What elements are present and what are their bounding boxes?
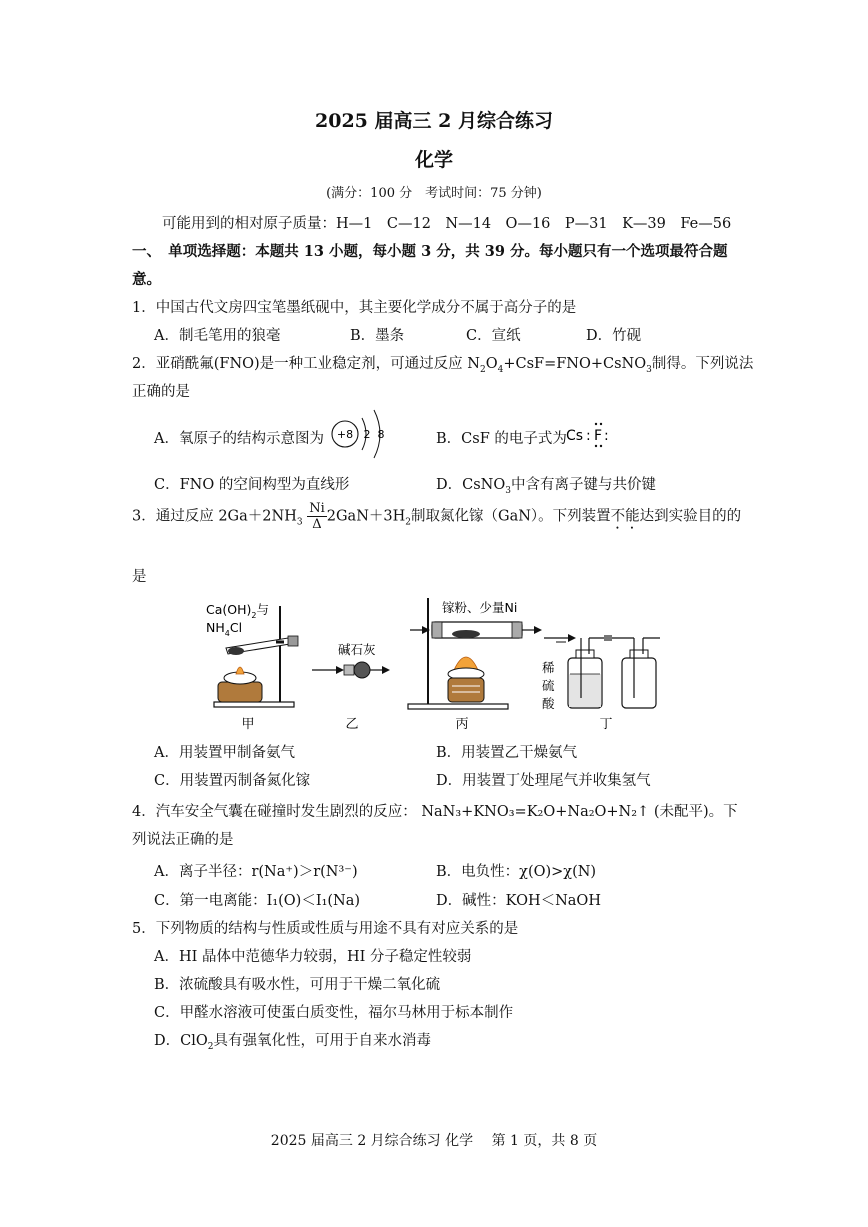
caption-ding: 丁 — [599, 717, 613, 732]
q2-option-d: D．CsNO$_3$中含有离子键与共价键 — [436, 477, 656, 496]
q4-option-b: B．电负性：χ(O)>χ(N) — [436, 864, 597, 880]
section-heading-cont: 意。 — [132, 271, 161, 288]
caption-yi: 乙 — [345, 717, 359, 732]
svg-text:镓粉、少量Ni: 镓粉、少量Ni — [442, 600, 518, 615]
q1-option-c: C．宣纸 — [466, 328, 521, 344]
q1-option-b: B．墨条 — [350, 328, 405, 344]
q5-option-c: C．甲醛水溶液可使蛋白质变性，福尔马林用于标本制作 — [154, 1005, 514, 1021]
caption-bing: 丙 — [455, 717, 469, 732]
svg-text:NH4Cl: $NH_4Cl$ — [206, 620, 243, 638]
shell-2-count: 8 — [377, 428, 385, 441]
q1-option-a: A．制毛笔用的狼毫 — [154, 328, 281, 344]
question-5-stem: 5．下列物质的结构与性质或性质与用途不具有对应关系的是 — [132, 921, 519, 937]
exam-meta: (满分：100 分 考试时间：75 分钟) — [326, 186, 542, 201]
apparatus-ding — [542, 634, 660, 711]
apparatus-yi — [312, 642, 390, 678]
question-1-stem: 1．中国古代文房四宝笔墨纸砚中，其主要化学成分不属于高分子的是 — [132, 300, 577, 316]
apparatus-bing — [408, 598, 542, 709]
question-4-stem: 4．汽车安全气囊在碰撞时发生剧烈的反应： NaN₃+KNO₃=K₂O+Na₂O+N₂↑ (未配平)。下 — [132, 804, 738, 820]
q5-option-a: A．HI 晶体中范德华力较弱，HI 分子稳定性较弱 — [154, 949, 472, 965]
caption-jia: 甲 — [241, 717, 255, 732]
q1-option-d: D．竹砚 — [586, 328, 642, 344]
svg-text:硫: 硫 — [542, 678, 555, 693]
svg-text::: : — [604, 428, 609, 444]
q3-option-b: B．用装置乙干燥氨气 — [436, 745, 578, 761]
question-3-stem: 3．通过反应 $2Ga+2NH_3$ $\frac{Ni}{\Delta}$ $2GaN+3H_2$制取氮化镓（GaN）。下列装置不能达到实验目的的 — [132, 501, 742, 532]
reaction-condition: $\frac{Ni}{\Delta}$ — [309, 501, 325, 532]
q3-option-c: C．用装置丙制备氮化镓 — [154, 773, 311, 789]
q4-option-d: D．碱性：KOH＜NaOH — [436, 893, 601, 909]
page-footer: 2025 届高三 2 月综合练习 化学 第 1 页，共 8 页 — [270, 1133, 598, 1149]
q5-option-b: B．浓硫酸具有吸水性，可用于干燥二氧化硫 — [154, 977, 441, 993]
apparatus-figure — [196, 594, 676, 734]
q2-option-b: B．CsF 的电子式为 — [436, 431, 567, 447]
q4-option-c: C．第一电离能：I₁(O)＜I₁(Na) — [154, 893, 361, 909]
atomic-masses: 可能用到的相对原子质量：H—1 C—12 N—14 O—16 P—31 K—39 Fe—56 — [162, 216, 732, 232]
shell-1-count: 2 — [363, 428, 371, 441]
svg-text:Ca(OH)2与: $Ca(OH)_2$与 — [206, 602, 269, 620]
svg-text:酸: 酸 — [542, 696, 555, 711]
q5-option-d: D．ClO$_2$具有强氧化性，可用于自来水消毒 — [154, 1033, 431, 1052]
q4-option-a: A．离子半径：r(Na⁺)＞r(N³⁻) — [154, 864, 358, 880]
oxygen-atom-diagram — [328, 406, 396, 464]
svg-text:碱石灰: 碱石灰 — [338, 642, 376, 657]
nucleus-charge: +8 — [336, 428, 354, 441]
q3-option-d: D．用装置丁处理尾气并收集氢气 — [436, 773, 651, 789]
svg-text:稀: 稀 — [542, 660, 555, 675]
q4-equation: NaN₃+KNO₃=K₂O+Na₂O+N₂↑ — [421, 804, 650, 820]
question-4-stem-cont: 列说法正确的是 — [132, 832, 234, 848]
svg-text:Cs: Cs — [566, 428, 584, 444]
q2-option-c: C．FNO 的空间构型为直线形 — [154, 477, 350, 493]
csf-electron-formula — [564, 416, 620, 456]
apparatus-jia — [206, 602, 298, 707]
question-2-stem-cont: 正确的是 — [132, 384, 190, 400]
svg-text:F: F — [594, 428, 603, 444]
svg-text::: : — [586, 428, 591, 444]
question-2-stem: 2．亚硝酰氟(FNO)是一种工业稳定剂，可通过反应 $N_2O_4+CsF=FNO+CsNO_3$制得。下列说法 — [132, 356, 754, 375]
section-heading: 一、 单项选择题：本题共 13 小题，每小题 3 分，共 39 分。每小题只有一个选项最符合题 — [132, 243, 728, 260]
q2-option-a: A．氧原子的结构示意图为 — [154, 431, 324, 447]
question-3-stem-cont: 是 — [132, 569, 147, 585]
q3-option-a: A．用装置甲制备氨气 — [154, 745, 295, 761]
page-title: 2025 届高三 2 月综合练习 — [315, 110, 553, 132]
subject-title: 化学 — [414, 149, 453, 171]
